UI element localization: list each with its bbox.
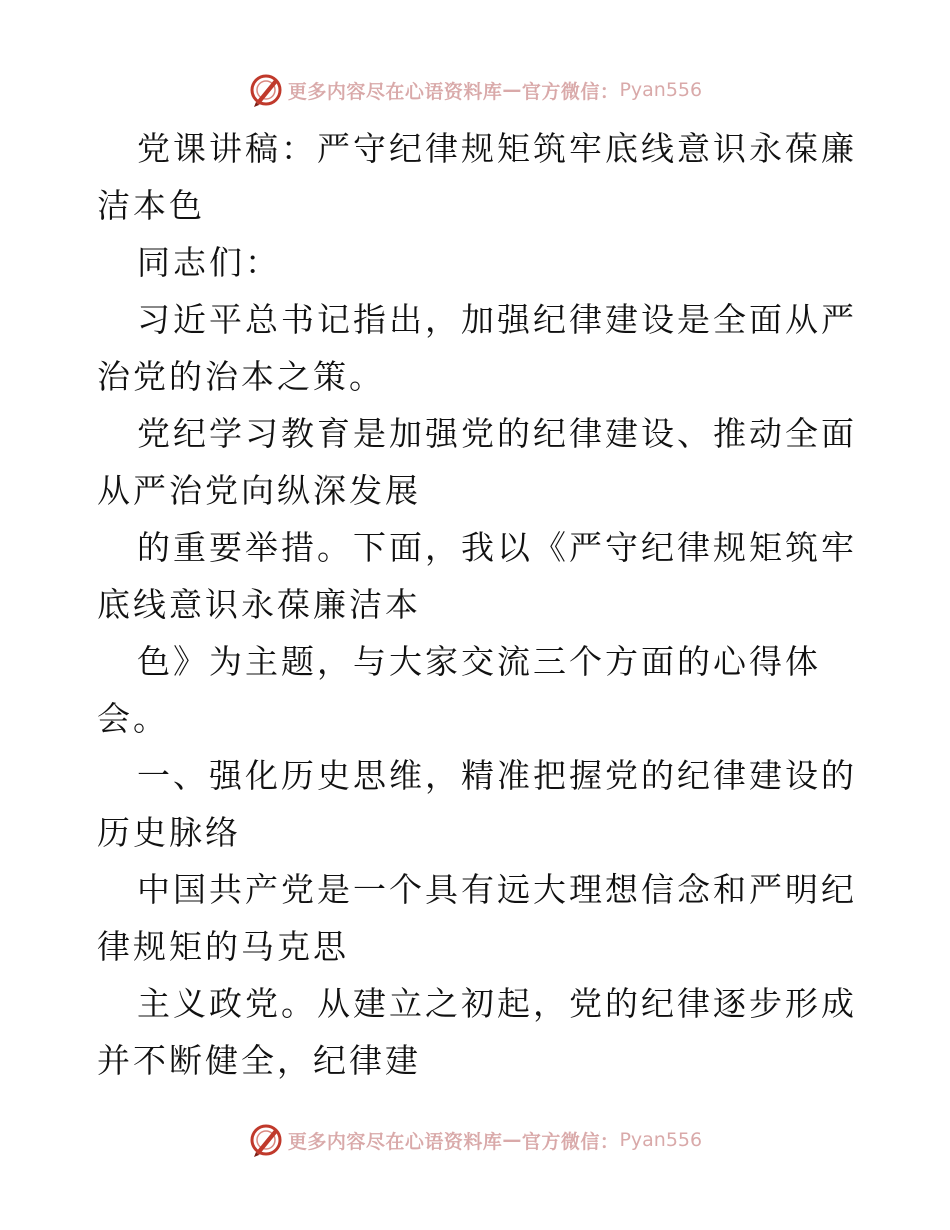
text-line: 史脉络 (133, 813, 241, 852)
text-line: 线意识永葆廉洁本 (133, 585, 421, 624)
text-line: 一、强化历史思维，精准把握党的纪律建设的历 (97, 756, 857, 852)
document-title (97, 120, 857, 234)
footer-watermark (0, 1120, 950, 1160)
watermark-contact-id: Pyan556 (619, 79, 703, 101)
watermark-text: 更多内容尽在心语资料库 (287, 80, 503, 103)
text-line: 党课讲稿：严守纪律规矩筑牢底线意识永葆廉洁 (97, 129, 857, 225)
text-line: 中国共产党是一个具有远大理想信念和严明纪律 (97, 870, 857, 966)
text-line: 同志们： (137, 243, 281, 282)
paragraph (97, 975, 857, 1089)
text-line: 党纪学习教育是加强党的纪律建设、推动全面从 (97, 414, 857, 510)
text-line: 党的治本之策。 (133, 357, 385, 396)
header-watermark (0, 70, 950, 110)
text-line: 规矩的马克思 (133, 927, 349, 966)
section-heading (97, 747, 857, 861)
pen-logo-icon (248, 72, 284, 108)
watermark-text: 更多内容尽在心语资料库 (287, 1130, 503, 1153)
paragraph (97, 291, 857, 405)
paragraph (97, 633, 857, 747)
document-body (97, 120, 857, 1089)
paragraph (97, 519, 857, 633)
watermark-separator: — (502, 1129, 522, 1151)
text-line: 习近平总书记指出，加强纪律建设是全面从严治 (97, 300, 857, 396)
text-line: 主义政党。从建立之初起，党的纪律逐步形成并 (97, 984, 857, 1080)
watermark-contact-label: 官方微信： (521, 80, 620, 103)
text-line: 的重要举措。下面，我以《严守纪律规矩筑牢底 (97, 528, 857, 624)
paragraph (97, 861, 857, 975)
text-line: 严治党向纵深发展 (133, 471, 421, 510)
watermark-separator: — (502, 79, 522, 101)
pen-logo-icon (248, 1122, 284, 1158)
watermark-contact-id: Pyan556 (619, 1129, 703, 1151)
paragraph (97, 405, 857, 519)
salutation (97, 234, 857, 291)
text-line: 本色 (133, 186, 205, 225)
watermark-contact-label: 官方微信： (521, 1130, 620, 1153)
text-line: 不断健全，纪律建 (133, 1041, 421, 1080)
text-line: 色》为主题，与大家交流三个方面的心得体会。 (97, 642, 821, 738)
